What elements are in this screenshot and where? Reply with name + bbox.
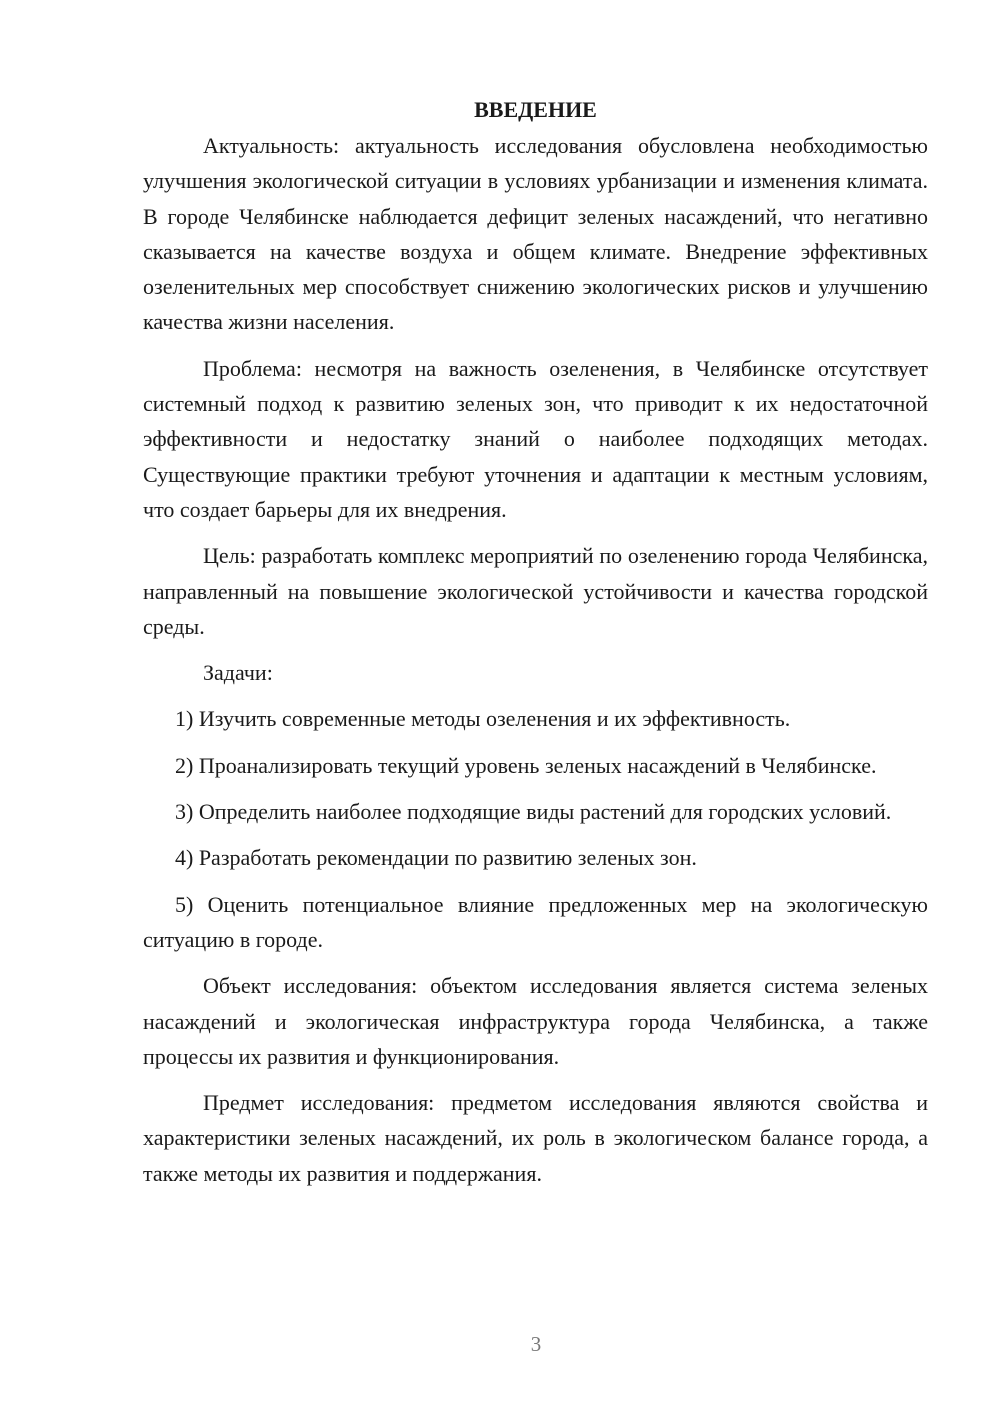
object-paragraph: Объект исследования: объектом исследования является система зеленых насаждений и экологическая инфраструктура города Челябинска, а также процессы их развития и функционирования. — [143, 973, 928, 1069]
task-item-2: 2) Проанализировать текущий уровень зеленых насаждений в Челябинске. — [175, 752, 877, 778]
problem-paragraph: Проблема: несмотря на важность озеленения, в Челябинске отсутствует системный подход к развитию зеленых зон, что приводит к их недостаточной эффективности и недостатку знаний о наиболее подходящих методах. Существующие практики требуют уточнения и адаптации к местным условиям, что создает барьеры для их внедрения. — [143, 355, 928, 522]
page-number: 3 — [530, 1332, 542, 1356]
task-item-3: 3) Определить наиболее подходящие виды растений для городских условий. — [175, 799, 892, 825]
relevance-paragraph: Актуальность: актуальность исследования обусловлена необходимостью улучшения экологической ситуации в условиях урбанизации и изменения климата. В городе Челябинске наблюдается дефицит зеленых насаждений, что негативно сказывается на качестве воздуха и общем климате. Внедрение эффективных озеленительных мер способствует снижению экологических рисков и улучшению качества жизни населения. — [143, 133, 928, 335]
task-item-1: 1) Изучить современные методы озеленения и их эффективность. — [175, 706, 791, 732]
section-heading: ВВЕДЕНИЕ — [474, 97, 597, 122]
tasks-label: Задачи: — [203, 660, 273, 686]
document-page — [143, 92, 928, 1202]
goal-paragraph: Цель: разработать комплекс мероприятий по озеленению города Челябинска, направленный на повышение экологической устойчивости и качества городской среды. — [143, 543, 928, 639]
task-item-5: 5) Оценить потенциальное влияние предложенных мер на экологическую ситуацию в городе. — [143, 891, 928, 952]
subject-paragraph: Предмет исследования: предметом исследования являются свойства и характеристики зеленых насаждений, их роль в экологическом балансе города, а также методы их развития и поддержания. — [143, 1090, 928, 1186]
task-item-4: 4) Разработать рекомендации по развитию зеленых зон. — [175, 845, 697, 871]
